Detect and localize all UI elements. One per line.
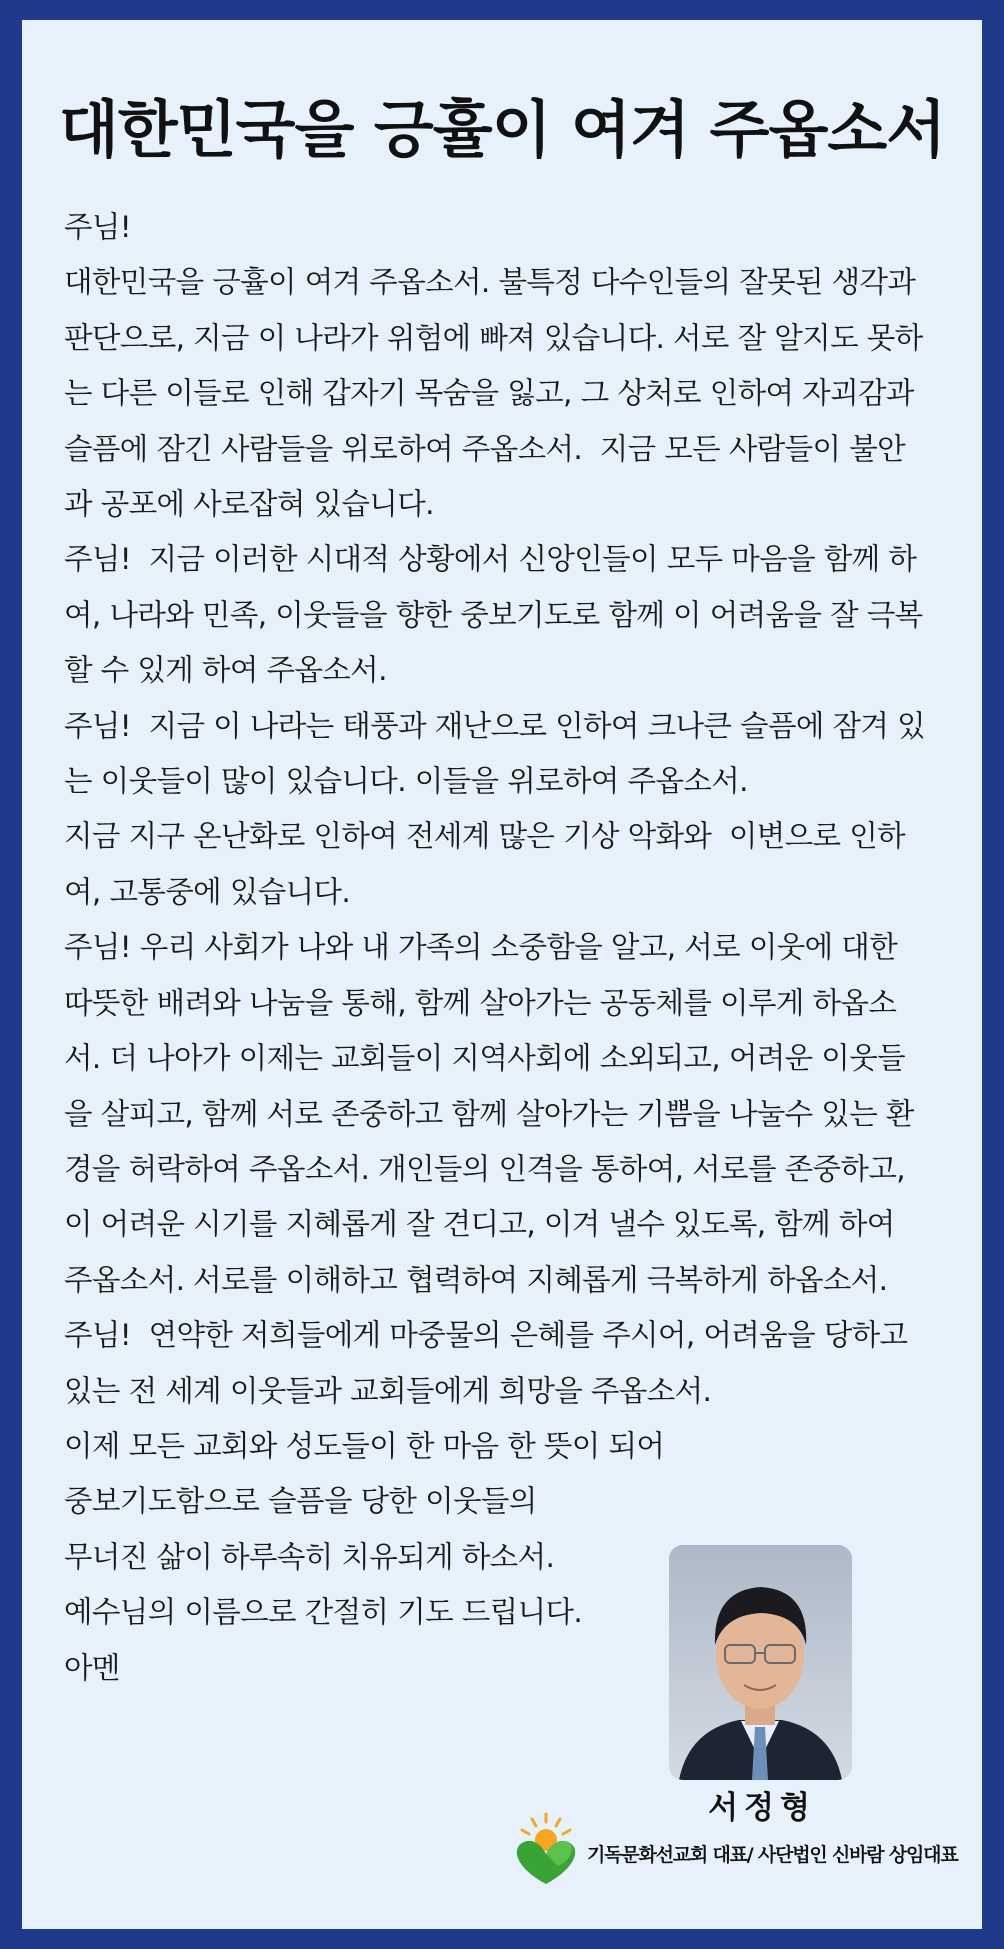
prayer-line: 는 이웃들이 많이 있습니다. 이들을 위로하여 주옵소서. — [64, 764, 748, 799]
prayer-line: 있는 전 세계 이웃들과 교회들에게 희망을 주옵소서. — [64, 1373, 712, 1408]
prayer-line: 경을 허락하여 주옵소서. 개인들의 인격을 통하여, 서로를 존중하고, — [64, 1151, 905, 1186]
prayer-line: 아멘 — [64, 1650, 120, 1685]
logo-icon — [506, 1810, 586, 1890]
prayer-line: 여, 나라와 민족, 이웃들을 향한 중보기도로 함께 이 어려움을 잘 극복 — [64, 597, 923, 632]
prayer-line: 따뜻한 배려와 나눔을 통해, 함께 살아가는 공동체를 이루게 하옵소 — [64, 985, 897, 1020]
prayer-line: 주님! 연약한 저희들에게 마중물의 은혜를 주시어, 어려움을 당하고 — [64, 1318, 908, 1353]
prayer-line: 판단으로, 지금 이 나라가 위험에 빠져 있습니다. 서로 잘 알지도 못하 — [64, 320, 923, 355]
prayer-line: 서. 더 나아가 이제는 교회들이 지역사회에 소외되고, 어려운 이웃들 — [64, 1041, 905, 1076]
prayer-line: 주님! 우리 사회가 나와 내 가족의 소중함을 알고, 서로 이웃에 대한 — [64, 930, 898, 965]
signature-role: 기독문화선교회 대표/ 사단법인 신바람 상임대표 — [587, 1844, 958, 1866]
prayer-line: 과 공포에 사로잡혀 있습니다. — [64, 487, 434, 522]
prayer-line: 슬픔에 잠긴 사람들을 위로하여 주옵소서. 지금 모든 사람들이 불안 — [64, 431, 905, 466]
prayer-line: 무너진 삶이 하루속히 치유되게 하소서. — [64, 1539, 555, 1574]
prayer-line: 대한민국을 긍휼이 여겨 주옵소서. 불특정 다수인들의 잘못된 생각과 — [64, 265, 916, 300]
prayer-line: 예수님의 이름으로 간절히 기도 드립니다. — [64, 1595, 583, 1630]
author-photo — [669, 1545, 852, 1780]
prayer-body — [64, 200, 969, 1696]
prayer-line: 할 수 있게 하여 주옵소서. — [64, 653, 387, 688]
prayer-line: 주님! 지금 이 나라는 태풍과 재난으로 인하여 크나큰 슬픔에 잠겨 있 — [64, 708, 925, 743]
prayer-line: 주님! — [64, 210, 132, 244]
prayer-line: 중보기도함으로 슬픔을 당한 이웃들의 — [64, 1484, 537, 1519]
prayer-line: 지금 지구 온난화로 인하여 전세계 많은 기상 악화와 이변으로 인하 — [64, 819, 905, 854]
signature-name: 서정형 — [708, 1790, 816, 1826]
page-title: 대한민국을 긍휼이 여겨 주옵소서 — [58, 93, 946, 166]
prayer-line: 을 살피고, 함께 서로 존중하고 함께 살아가는 기쁨을 나눌수 있는 환 — [64, 1096, 914, 1131]
prayer-panel — [22, 20, 982, 1929]
prayer-line: 주옵소서. 서로를 이해하고 협력하여 지혜롭게 극복하게 하옵소서. — [64, 1262, 888, 1297]
prayer-line: 는 다른 이들로 인해 갑자기 목숨을 잃고, 그 상처로 인하여 자괴감과 — [64, 376, 914, 411]
prayer-line: 주님! 지금 이러한 시대적 상황에서 신앙인들이 모두 마음을 함께 하 — [64, 542, 917, 577]
prayer-line: 여, 고통중에 있습니다. — [64, 874, 351, 909]
prayer-line: 이제 모든 교회와 성도들이 한 마음 한 뜻이 되어 — [64, 1428, 665, 1463]
prayer-line: 이 어려운 시기를 지혜롭게 잘 견디고, 이겨 낼수 있도록, 함께 하여 — [64, 1207, 895, 1242]
